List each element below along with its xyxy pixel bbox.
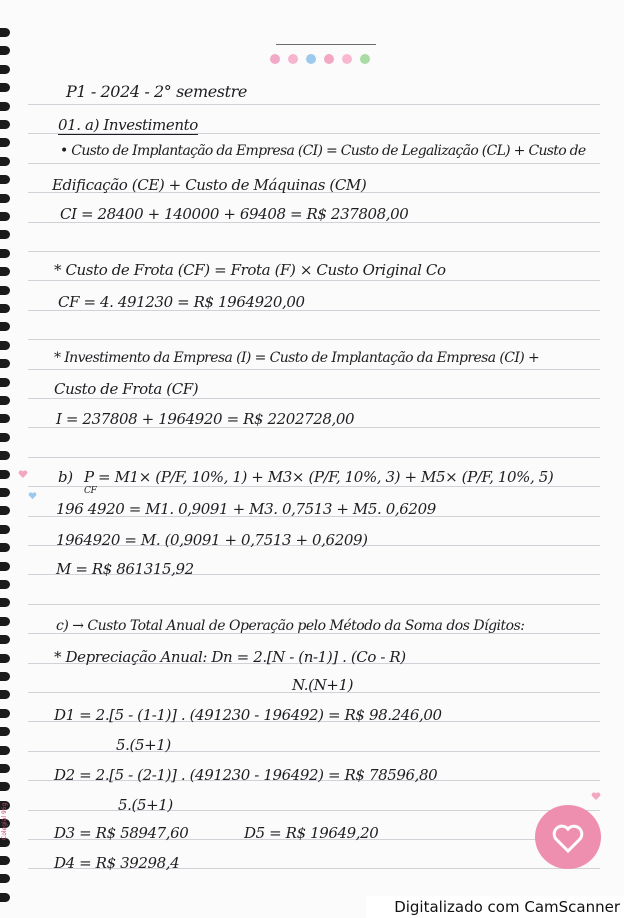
spiral-ring	[0, 764, 10, 773]
spiral-ring	[0, 598, 10, 607]
spiral-ring	[0, 874, 10, 883]
ruled-line	[28, 398, 600, 399]
spiral-ring	[0, 690, 10, 699]
spiral-ring	[0, 212, 10, 221]
heart-sticker	[535, 805, 601, 869]
ruled-line	[28, 251, 600, 252]
ruled-line	[28, 369, 600, 370]
spiral-ring	[0, 359, 10, 368]
heart-dot-icon	[306, 54, 316, 64]
spiral-ring	[0, 856, 10, 865]
d1-denominator: 5.(5+1)	[116, 736, 171, 754]
investment-definition-line1: * Investimento da Empresa (I) = Custo de Implantação da Empresa (CI) +	[54, 350, 540, 366]
spiral-ring	[0, 378, 10, 387]
decoration-line	[276, 44, 376, 45]
spiral-ring	[0, 525, 10, 534]
ruled-line	[28, 486, 600, 487]
d2-calculation: D2 = 2.[5 - (2-1)] . (491230 - 196492) = R$ 78596,80	[54, 766, 438, 784]
spiral-ring	[0, 414, 10, 423]
scanner-watermark: Digitalizado com CamScanner	[366, 896, 624, 918]
spiral-ring	[0, 120, 10, 129]
q1b-line2: 196 4920 = M1. 0,9091 + M3. 0,7513 + M5. 0,6209	[56, 500, 436, 518]
blue-heart-icon	[28, 492, 37, 500]
spiral-ring	[0, 635, 10, 644]
ruled-line	[28, 339, 600, 340]
heart-dot-icon	[342, 54, 352, 64]
q1b-line3: 1964920 = M. (0,9091 + 0,7513 + 0,6209)	[56, 531, 368, 549]
ruled-line	[28, 104, 600, 105]
q1a-heading: 01. a) Investimento	[58, 116, 198, 134]
page-title: P1 - 2024 - 2° semestre	[66, 82, 247, 101]
spiral-ring	[0, 543, 10, 552]
q1b-label: b)	[58, 468, 73, 486]
heart-dot-icon	[288, 54, 298, 64]
d2-denominator: 5.(5+1)	[118, 796, 173, 814]
heart-dot-icon	[360, 54, 370, 64]
spiral-ring	[0, 138, 10, 147]
d1-calculation: D1 = 2.[5 - (1-1)] . (491230 - 196492) = R$ 98.246,00	[54, 706, 442, 724]
spiral-ring	[0, 782, 10, 791]
spiral-ring	[0, 194, 10, 203]
q1b-subscript: CF	[84, 486, 97, 496]
spiral-ring	[0, 433, 10, 442]
spiral-ring	[0, 617, 10, 626]
spiral-ring	[0, 102, 10, 111]
q1b-result: M = R$ 861315,92	[56, 560, 194, 578]
spiral-ring	[0, 83, 10, 92]
heart-dot-icon	[270, 54, 280, 64]
pink-heart-icon	[591, 792, 601, 801]
spiral-ring	[0, 506, 10, 515]
ruled-line	[28, 280, 600, 281]
ruled-line	[28, 457, 600, 458]
spiral-ring	[0, 341, 10, 350]
spiral-ring	[0, 157, 10, 166]
ruled-line	[28, 751, 600, 752]
ruled-line	[28, 810, 600, 811]
spiral-ring	[0, 580, 10, 589]
spiral-ring	[0, 46, 10, 55]
investment-definition-line2: Custo de Frota (CF)	[54, 380, 199, 398]
spiral-ring	[0, 249, 10, 258]
spiral-ring	[0, 396, 10, 405]
depreciation-formula-denominator: N.(N+1)	[292, 676, 354, 694]
notebook-brand: Colegial 96g	[1, 802, 8, 840]
spiral-ring	[0, 230, 10, 239]
d3-value: D3 = R$ 58947,60	[54, 824, 189, 842]
spiral-binding	[0, 0, 14, 918]
heart-dot-icon	[324, 54, 334, 64]
spiral-ring	[0, 746, 10, 755]
spiral-ring	[0, 286, 10, 295]
spiral-ring	[0, 893, 10, 902]
investment-calculation: I = 237808 + 1964920 = R$ 2202728,00	[56, 410, 355, 428]
q1c-heading: c) → Custo Total Anual de Operação pelo Método da Soma dos Dígitos:	[56, 618, 525, 634]
q1a-definition-line1: • Custo de Implantação da Empresa (CI) = Custo de Legalização (CL) + Custo de	[60, 143, 586, 159]
pink-heart-icon	[18, 470, 28, 479]
header-decoration	[266, 40, 386, 70]
spiral-ring	[0, 562, 10, 571]
spiral-ring	[0, 65, 10, 74]
spiral-ring	[0, 709, 10, 718]
spiral-ring	[0, 322, 10, 331]
depreciation-formula: * Depreciação Anual: Dn = 2.[N - (n-1)] . (Co - R)	[54, 648, 406, 666]
spiral-ring	[0, 672, 10, 681]
spiral-ring	[0, 488, 10, 497]
q1a-definition-line2: Edificação (CE) + Custo de Máquinas (CM)	[52, 176, 367, 194]
spiral-ring	[0, 304, 10, 313]
q1b-equation: P = M1× (P/F, 10%, 1) + M3× (P/F, 10%, 3) + M5× (P/F, 10%, 5)	[84, 468, 554, 486]
spiral-ring	[0, 451, 10, 460]
spiral-ring	[0, 175, 10, 184]
d4-value: D4 = R$ 39298,4	[54, 854, 180, 872]
cf-definition: * Custo de Frota (CF) = Frota (F) × Custo Original Co	[54, 261, 446, 279]
d5-value: D5 = R$ 19649,20	[244, 824, 379, 842]
spiral-ring	[0, 654, 10, 663]
ruled-line	[28, 163, 600, 164]
heart-icon	[535, 805, 601, 869]
ruled-line	[28, 604, 600, 605]
cf-calculation: CF = 4. 491230 = R$ 1964920,00	[58, 293, 305, 311]
ci-calculation: CI = 28400 + 140000 + 69408 = R$ 237808,00	[60, 205, 409, 223]
spiral-ring	[0, 727, 10, 736]
spiral-ring	[0, 267, 10, 276]
spiral-ring	[0, 470, 10, 479]
spiral-ring	[0, 28, 10, 37]
